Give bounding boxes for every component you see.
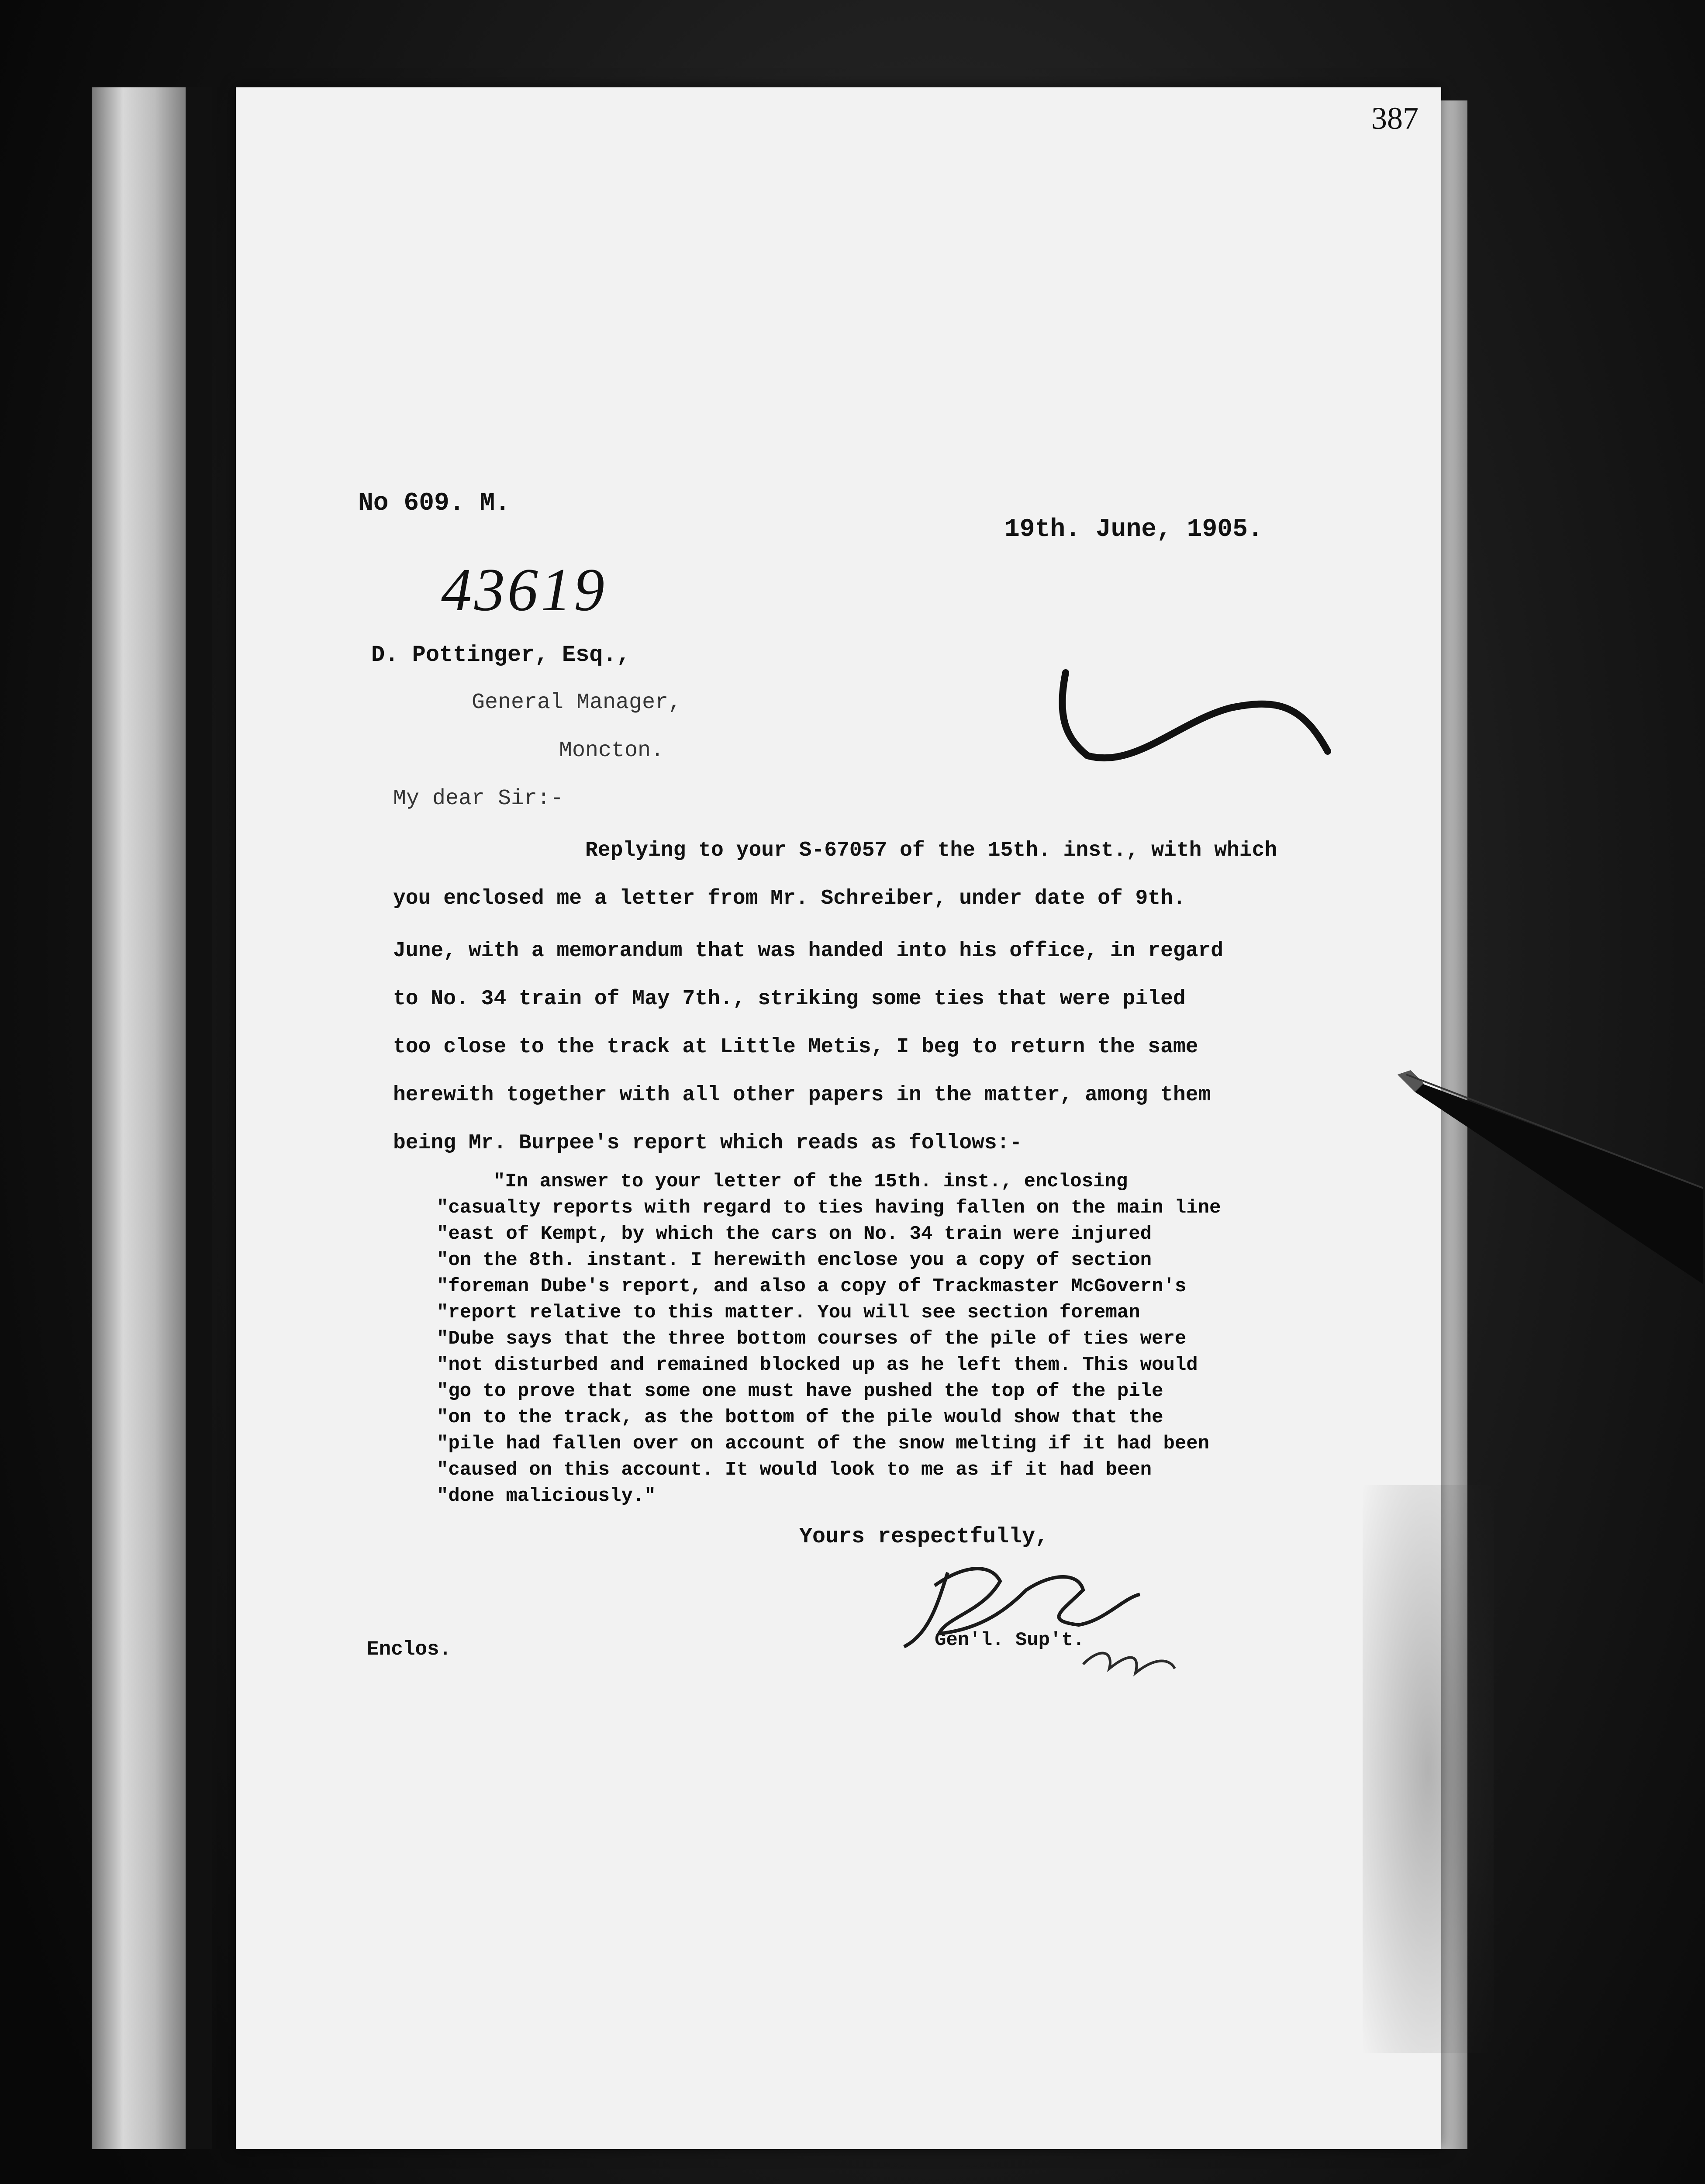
letter-page [236,87,1441,2149]
salutation: My dear Sir:- [393,786,564,811]
adjacent-page-edge [92,87,197,2149]
signature-scrawl [895,1546,1201,1704]
letter-reference: No 609. M. [358,489,511,518]
binding-gap [186,87,212,2149]
quote-line: "done maliciously." [437,1485,656,1507]
enclosure-note: Enclos. [367,1638,452,1661]
quote-line: "not disturbed and remained blocked up as he left them. This would [437,1354,1198,1376]
body-line: too close to the track at Little Metis, I beg to return the same [393,1035,1198,1059]
body-line: you enclosed me a letter from Mr. Schreiber, under date of 9th. [393,887,1186,910]
pen-pointer [1398,1057,1703,1284]
quote-line: "on to the track, as the bottom of the pile would show that the [437,1406,1163,1428]
quote-line: "report relative to this matter. You will see section foreman [437,1302,1140,1324]
quote-line: "on the 8th. instant. I herewith enclose you a copy of section [437,1249,1152,1271]
quote-line: "east of Kempt, by which the cars on No. 34 train were injured [437,1223,1152,1245]
body-line: Replying to your S-67057 of the 15th. inst., with which [585,839,1277,862]
quote-line: "In answer to your letter of the 15th. inst., enclosing [494,1171,1128,1192]
signer-title: Gen'l. Sup't. [935,1629,1085,1651]
page-smudge [1363,1485,1494,2053]
quote-line: "casualty reports with regard to ties having fallen on the main line [437,1197,1221,1219]
closing: Yours respectfully, [799,1524,1049,1549]
addressee-name: D. Pottinger, Esq., [371,642,630,668]
body-line: being Mr. Burpee's report which reads as follows:- [393,1131,1022,1155]
quote-line: "go to prove that some one must have pushed the top of the pile [437,1380,1163,1402]
quote-line: "Dube says that the three bottom courses of the pile of ties were [437,1328,1187,1350]
letter-date: 19th. June, 1905. [1004,515,1263,544]
pencil-mark [1048,655,1354,786]
body-line: to No. 34 train of May 7th., striking some ties that were piled [393,987,1186,1011]
body-line: herewith together with all other papers in the matter, among them [393,1083,1211,1107]
addressee-city: Moncton. [559,738,664,763]
page-number: 387 [1371,101,1419,136]
quote-line: "pile had fallen over on account of the snow melting if it had been [437,1433,1210,1455]
quote-line: "foreman Dube's report, and also a copy of Trackmaster McGovern's [437,1275,1187,1297]
quote-line: "caused on this account. It would look to me as if it had been [437,1459,1152,1481]
body-line: June, with a memorandum that was handed into his office, in regard [393,939,1224,963]
addressee-title: General Manager, [472,690,682,715]
handwritten-number: 43619 [441,556,607,624]
